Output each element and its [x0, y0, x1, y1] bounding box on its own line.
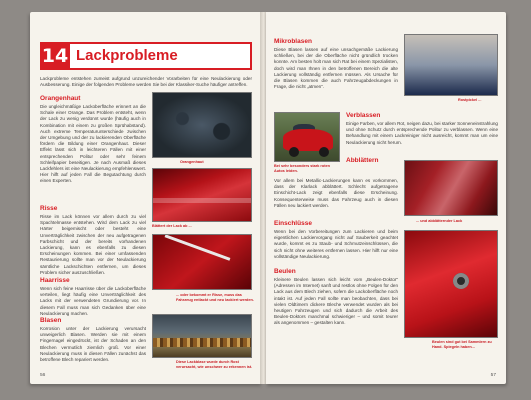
intro-text: Lackprobleme entstehen zumeist aufgrund unzureichender Vorarbeiten für eine Neulackierung oder Ausbesserung. Einige der folgenden Probleme werden Sie bei der Klassiker-Suche häufiger antreffen. — [40, 76, 252, 88]
caption-rostpickel: Rostpickel ... — [458, 98, 482, 102]
body-verblassen: Einige Farben, vor allem Rot, neigen dazu, bei starker Sonneneinstrahlung und ohne Schutz durch entsprechende Politur zu verblassen. Wenn eine Behandlung mit einem Lackreiniger nicht ausreicht, kommt man um eine Neulackierung nicht herum. — [346, 121, 498, 145]
heading-einschluesse: Einschlüsse — [274, 220, 312, 227]
right-page — [266, 12, 506, 384]
left-page — [30, 12, 262, 384]
caption-blaettert: Blättert der Lack ab ... — [152, 224, 192, 228]
open-book — [12, 8, 520, 392]
page-number-left: 56 — [40, 373, 46, 378]
caption-verblassen: Bei sehr besonders stark roten Autos leiden. — [274, 164, 330, 173]
body-abblaettern: Vor allem bei Metallic-Lackierungen kann es vorkommen, dass der Klarlack abblättert. Schlecht aufgetragene Einschicht-Lack zeigt ebenfalls diese Erscheinung. Konsequenterweise muss das Fahrzeug auch in diesen Fällen neu lackiert werden. — [274, 178, 398, 208]
heading-mikroblasen: Mikroblasen — [274, 38, 312, 45]
caption-risse: ... oder bekommt er Risse, muss das Fahrzeug entlackt und neu lackiert werden. — [176, 293, 254, 302]
heading-abblaettern: Abblättern — [346, 157, 379, 164]
photo-red-car — [274, 112, 340, 162]
photo-rostblase — [152, 314, 252, 358]
caption-abblaetternder: ... und abblätternder Lack — [416, 219, 463, 223]
photo-abblaettern — [152, 168, 252, 222]
car-wheel-rear — [319, 147, 329, 157]
heading-blasen: Blasen — [40, 317, 62, 324]
photo-risse — [152, 234, 252, 290]
caption-beulen: Beulen sind gut bei Sammlern zu Hand. Spiegeln haben... — [432, 340, 492, 349]
heading-verblassen: Verblassen — [346, 112, 381, 119]
chapter-title: Lackprobleme — [70, 42, 252, 70]
photo-abblaetternder-lack — [404, 160, 498, 216]
body-mikroblasen: Diese Blasen lassen auf eine unsachgemäße Lackierung schließen, bei der die Oberfläche nicht gründlich trocken konnte. Am besten holt man sich Rat bei einem Spezialisten, doch wird man Ihnen in den betroffenen Bereich die alte Lackierung vollständig entfernen müssen. Als Ursache für die Blasen kommen die auch Fahrzeugabdeckungen in Frage, die nicht „atmen“. — [274, 47, 398, 90]
caption-blasen: Diese Lackblase wurde durch Rost verursacht, wie unschwer zu erkennen ist. — [176, 360, 253, 369]
car-wheel-front — [289, 147, 299, 157]
photo-beule — [404, 230, 498, 338]
body-risse: Risse im Lack können vor allem durch zu viel Spachtelmasse entstehen. Wird dem Lack zu viel Härter beigemischt oder besteht eine Unverträglichkeit zwischen der neu aufgetragenen Farbschicht und der bereits vorhandenen Lackierung, kann es ebenfalls zu diesen Erscheinungen kommen. Bei einer umfassenden Restaurierung sollte man vor der Neulackierung sämtliche Lackschichten entfernen, um dieses Problem sicher auszuschließen. — [40, 214, 146, 275]
page-number-right: 57 — [490, 373, 496, 378]
heading-risse: Risse — [40, 205, 58, 212]
body-beulen: Kleinere Beulen lassen sich leicht vom „Beulen-Doktor“ (Adressen im Internet) sanft und restlos ohne Folgen für den Lack aus dem Blech ziehen, sofern die Lackoberfläche noch intakt ist. Auf jeden Fall sollte man beobachten, dass bei vielen Oldtimern dickere Bleche verwendet wurden als bei heutigen Fahrzeugen und sich dadurch die Arbeit des Beulen-Doktors manchmal schwieriger – und somit teurer als angenommen – gestalten kann. — [274, 277, 398, 326]
chapter-number: 14 — [40, 42, 70, 70]
heading-orangenhaut: Orangenhaut — [40, 95, 81, 102]
body-orangenhaut: Die ungleichmäßige Lackoberfläche erinnert an die Schale einer Orange. Das Problem entsteht, wenn der Lack zu wenig verdünnt wurde (häufig auch in Kombination mit einem zu großen Sprühabstand). Auch extreme Temperaturunterschiede zwischen der Umgebung und der zu lackierenden Oberfläche fördern die Bildung einer Orangenhaut. Dieser Effekt lässt sich in leichteren Fällen mit einer entsprechenden Politur oder sehr feinem Schleifpapier beseitigen. Je nach Ausmaß dieses Lackfehlers ist eine Neulackierung empfehlenswert. Hier hilft auf jeden Fall die Begutachtung durch einen Experten. — [40, 104, 146, 184]
body-haarrisse: Wenn sich feine Haarrisse über die Lackoberfläche verteilen, liegt häufig eine Unverträglichkeit des Lacks mit der verwendeten Grundierung vor. In diesem Fall muss man sich Gedanken über eine Neulackierung machen. — [40, 286, 146, 316]
body-einschluesse: Wenn bei den Vorbereitungen zum Lackieren und beim eigentlichen Lackiervorgang nicht auf Sauberkeit geachtet wurde, kommt es zu Staub- und Schmutzeinschlüssen, die sich nicht ohne weiteres entfernen lassen. Hier hilft nur eine vollständige Neulackierung. — [274, 229, 398, 259]
chapter-header — [40, 42, 252, 70]
body-blasen: Korrosion unter der Lackierung verursacht unweigerlich Blasen. Werden sie mit einem Fingernagel eingedrückt, ist der Schaden an den Blechen vermutlich ziemlich groß. Vor einer Neulackierung muss in diesen Fällen zunächst das betroffene Blech repariert werden. — [40, 326, 146, 363]
photo-rostpickel — [404, 34, 498, 96]
caption-orangenhaut: Orangenhaut — [180, 160, 204, 164]
heading-haarrisse: Haarrisse — [40, 277, 70, 284]
photo-orangenhaut — [152, 92, 252, 158]
heading-beulen: Beulen — [274, 268, 296, 275]
